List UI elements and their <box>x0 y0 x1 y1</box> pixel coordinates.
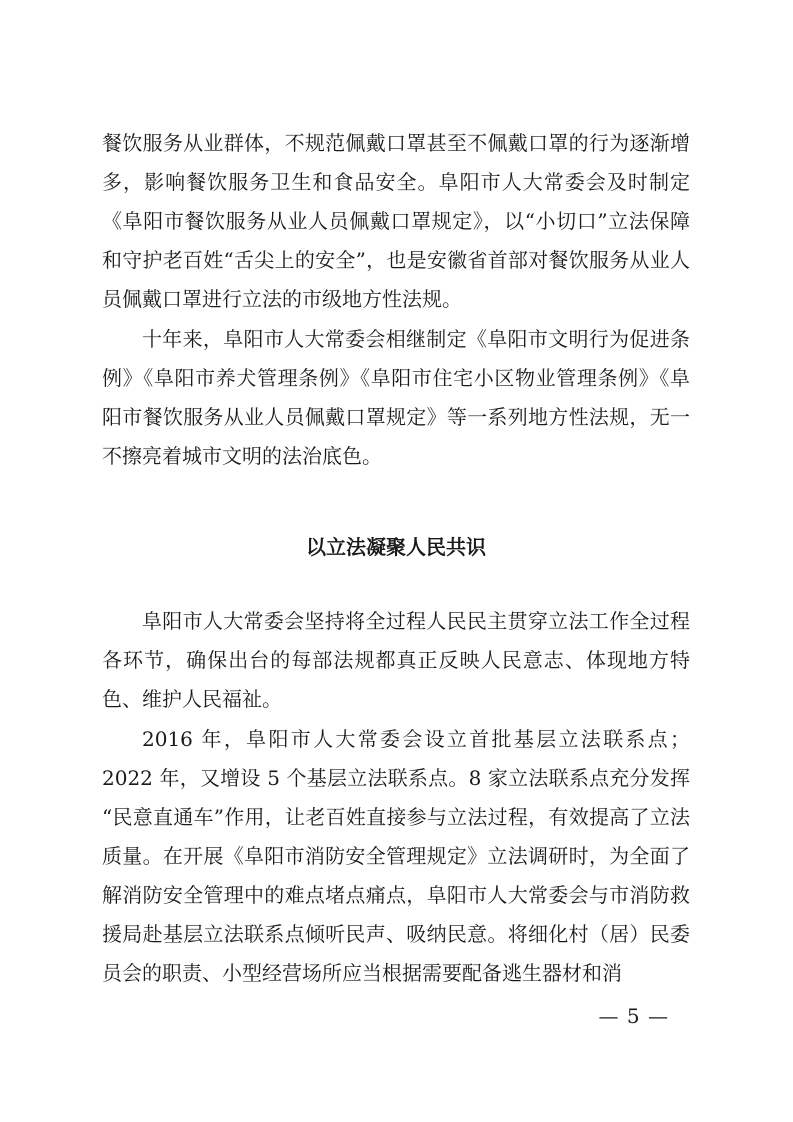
page-number: — 5 — <box>598 1004 669 1028</box>
paragraph-whole-process-democracy: 阜阳市人大常委会坚持将全过程人民民主贯穿立法工作全过程各环节，确保出台的每部法规都真正反映人民意志、体现地方特色、维护人民福祉。 <box>102 609 690 711</box>
section-heading: 以立法凝聚人民共识 <box>306 535 486 559</box>
paragraph-catering-masks: 餐饮服务从业群体，不规范佩戴口罩甚至不佩戴口罩的行为逐渐增多，影响餐饮服务卫生和食品安全。阜阳市人大常委会及时制定《阜阳市餐饮服务从业人员佩戴口罩规定》，以“小切口”立法保障和守护老百姓“舌尖上的安全”，也是安徽省首部对餐饮服务从业人员佩戴口罩进行立法的市级地方性法规。 <box>102 131 690 311</box>
paragraph-ten-years: 十年来，阜阳市人大常委会相继制定《阜阳市文明行为促进条例》《阜阳市养犬管理条例》《阜阳市住宅小区物业管理条例》《阜阳市餐饮服务从业人员佩戴口罩规定》等一系列地方性法规，无一不擦亮着城市文明的法治底色。 <box>102 327 690 468</box>
paragraph-legislative-contact-points: 2016 年，阜阳市人大常委会设立首批基层立法联系点；2022 年，又增设 5 个基层立法联系点。8 家立法联系点充分发挥 “民意直通车”作用，让老百姓直接参与立法过程，有效提高了立法质量。在开展《阜阳市消防安全管理规定》立法调研时，为全面了解消防安全管理中的难点堵点痛点，阜阳市人大常委会与市消防救援局赴基层立法联系点倾听民声、吸纳民意。将细化村（居）民委员会的职责、小型经营场所应当根据需要配备逃生器材和消 <box>102 727 690 985</box>
